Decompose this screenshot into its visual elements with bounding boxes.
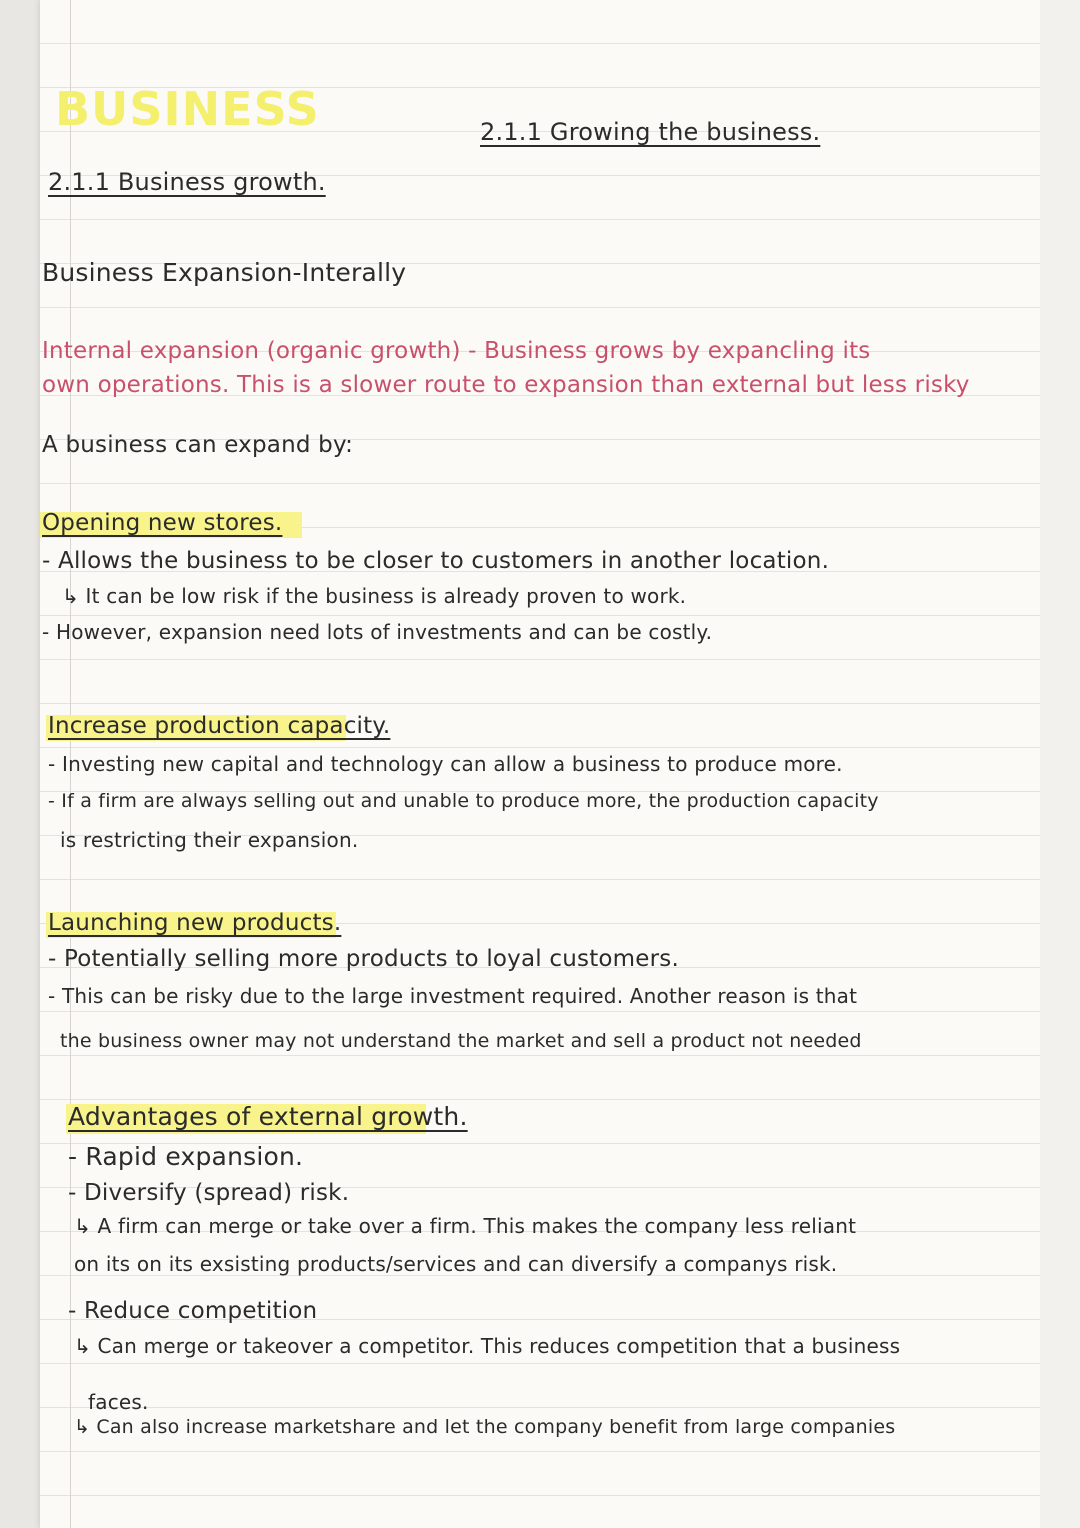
- block-title-4: Advantages of external growth.: [68, 1102, 468, 1131]
- block-3-line-2: - This can be risky due to the large investment required. Another reason is that: [48, 984, 858, 1008]
- section-title: 2.1.1 Growing the business.: [480, 118, 821, 146]
- subject-title: BUSINESS: [55, 82, 320, 136]
- block-1-line-3: - However, expansion need lots of investments and can be costly.: [42, 620, 713, 644]
- block-title-3: Launching new products.: [48, 910, 342, 936]
- subsection-title: 2.1.1 Business growth.: [48, 168, 326, 196]
- block-title-1: Opening new stores.: [42, 510, 283, 536]
- block-3-line-3: the business owner may not understand the market and sell a product not needed: [60, 1030, 862, 1052]
- block-2-line-2: - If a firm are always selling out and unable to produce more, the production capacity: [48, 790, 879, 812]
- notebook-page: [40, 0, 1040, 1528]
- block-1-line-2: ↳ It can be low risk if the business is already proven to work.: [62, 584, 687, 608]
- block-3-line-1: - Potentially selling more products to loyal customers.: [48, 946, 679, 972]
- main-heading: Business Expansion-Interally: [42, 258, 407, 287]
- definition-line-1: Internal expansion (organic growth) - Business grows by expancling its: [42, 338, 871, 364]
- next-page-edge: [1040, 0, 1080, 1528]
- block-1-line-1: - Allows the business to be closer to customers in another location.: [42, 548, 830, 574]
- block-4-line-6: ↳ Can merge or takeover a competitor. This reduces competition that a business: [74, 1334, 901, 1358]
- block-4-line-7: faces.: [88, 1390, 149, 1414]
- block-title-2: Increase production capacity.: [48, 713, 391, 739]
- block-4-line-4: on its on its exsisting products/services and can diversify a companys risk.: [74, 1252, 838, 1276]
- definition-line-2: own operations. This is a slower route to expansion than external but less risky: [42, 372, 970, 398]
- block-4-line-8: ↳ Can also increase marketshare and let the company benefit from large companies: [74, 1416, 896, 1438]
- block-4-line-1: - Rapid expansion.: [68, 1142, 304, 1171]
- definition-line-3: A business can expand by:: [42, 432, 354, 458]
- block-4-line-3: ↳ A firm can merge or take over a firm. This makes the company less reliant: [74, 1214, 857, 1238]
- block-2-line-3: is restricting their expansion.: [60, 828, 359, 852]
- block-4-line-2: - Diversify (spread) risk.: [68, 1180, 350, 1206]
- block-4-line-5: - Reduce competition: [68, 1298, 318, 1324]
- block-2-line-1: - Investing new capital and technology can allow a business to produce more.: [48, 752, 843, 776]
